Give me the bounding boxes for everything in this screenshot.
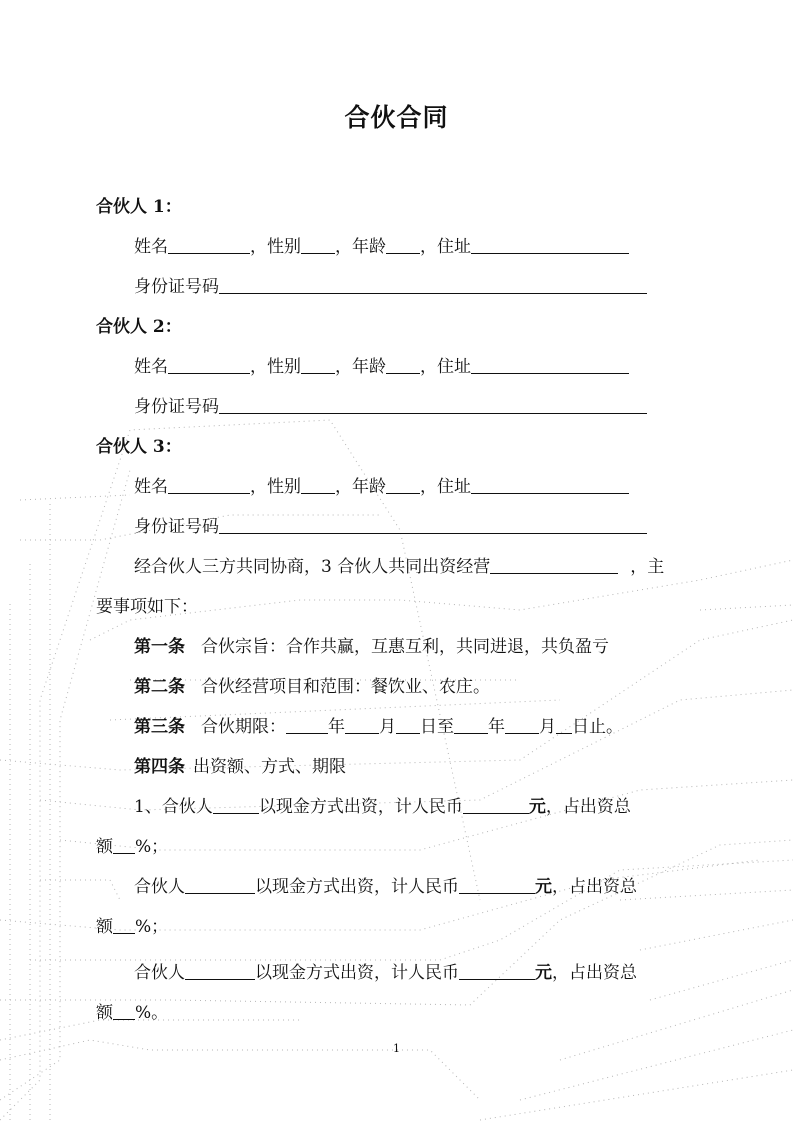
article-2-label: 第二条 <box>134 677 185 697</box>
contribution-2-line <box>134 876 637 898</box>
contribution-text: 以现金方式出资，计人民币 <box>258 797 463 817</box>
article-1 <box>134 636 609 658</box>
day-to-label: 日至 <box>420 717 454 737</box>
id-label: 身份证号码 <box>134 277 219 297</box>
business-blank <box>490 557 618 574</box>
age-label: ，年龄 <box>335 477 386 497</box>
id-blank <box>219 277 647 294</box>
percent-label: %。 <box>135 1003 169 1023</box>
document-title: 合伙合同 <box>344 103 449 132</box>
total-label: 额 <box>96 917 113 937</box>
address-blank <box>471 357 629 374</box>
contribution-3-line <box>134 962 637 984</box>
age-label: ，年龄 <box>335 237 386 257</box>
end-year-blank <box>454 717 488 734</box>
age-label: ，年龄 <box>335 357 386 377</box>
share-text: ，占出资总 <box>552 877 637 897</box>
address-blank <box>471 237 629 254</box>
address-blank <box>471 477 629 494</box>
month-label: 月 <box>379 717 396 737</box>
page-number: 1 <box>393 1042 400 1055</box>
currency-unit: 元 <box>528 797 546 817</box>
contribution-1-line <box>134 796 631 818</box>
end-month-blank <box>505 717 539 734</box>
percent-label: %； <box>135 917 169 937</box>
age-blank <box>386 237 420 254</box>
amount-blank <box>463 797 529 814</box>
age-blank <box>386 357 420 374</box>
total-label: 额 <box>96 1003 113 1023</box>
partner-2-heading: 合伙人 2： <box>96 317 182 337</box>
gender-blank <box>301 237 335 254</box>
id-blank <box>219 397 647 414</box>
month2-label: 月 <box>539 717 556 737</box>
end-day-blank <box>556 717 572 734</box>
contribution-text: 以现金方式出资，计人民币 <box>255 877 459 897</box>
partner-1-id-line <box>134 276 647 298</box>
gender-blank <box>301 477 335 494</box>
intro-line-2: 要事项如下： <box>96 597 198 617</box>
share-text: ，占出资总 <box>552 963 637 983</box>
article-4-label: 第四条 <box>134 757 185 777</box>
contribution-prefix: 1、合伙人 <box>134 797 213 817</box>
name-label: 姓名 <box>134 237 168 257</box>
contribution-2-percent <box>96 916 168 938</box>
article-2-text: 合伙经营项目和范围：餐饮业、农庄。 <box>201 677 490 697</box>
article-3-label: 第三条 <box>134 717 185 737</box>
article-1-label: 第一条 <box>134 637 185 657</box>
share-text: ，占出资总 <box>545 797 631 817</box>
gender-label: ，性别 <box>250 357 301 377</box>
address-label: ，住址 <box>420 477 471 497</box>
contribution-1-percent <box>96 836 168 858</box>
article-1-text: 合伙宗旨：合作共赢，互惠互利，共同进退，共负盈亏 <box>201 637 609 657</box>
intro-line-1 <box>134 556 664 578</box>
id-label: 身份证号码 <box>134 397 219 417</box>
intro-tail: ，主 <box>630 557 665 577</box>
partner-blank <box>185 877 255 894</box>
percent-blank <box>113 917 135 934</box>
article-3-text: 合伙期限： <box>201 717 286 737</box>
partner-1-info-line <box>134 236 629 258</box>
partner-3-id-line <box>134 516 647 538</box>
start-month-blank <box>345 717 379 734</box>
contribution-prefix: 合伙人 <box>134 877 185 897</box>
id-blank <box>219 517 647 534</box>
article-4 <box>134 756 346 778</box>
article-4-text: 出资额、方式、期限 <box>193 757 346 777</box>
year-label: 年 <box>328 717 345 737</box>
gender-blank <box>301 357 335 374</box>
partner-3-heading: 合伙人 3： <box>96 437 182 457</box>
currency-unit: 元 <box>535 877 552 897</box>
amount-blank <box>459 877 535 894</box>
partner-2-info-line <box>134 356 629 378</box>
partner-1-heading: 合伙人 1： <box>96 197 182 217</box>
percent-label: %； <box>135 837 169 857</box>
partner-2-id-line <box>134 396 647 418</box>
contribution-3-percent <box>96 1002 168 1024</box>
gender-label: ，性别 <box>250 237 301 257</box>
amount-blank <box>459 963 535 980</box>
start-day-blank <box>396 717 420 734</box>
percent-blank <box>113 837 135 854</box>
id-label: 身份证号码 <box>134 517 219 537</box>
age-blank <box>386 477 420 494</box>
year2-label: 年 <box>488 717 505 737</box>
currency-unit: 元 <box>535 963 552 983</box>
article-3 <box>134 716 623 738</box>
name-label: 姓名 <box>134 357 168 377</box>
name-label: 姓名 <box>134 477 168 497</box>
name-blank <box>168 237 250 254</box>
article-2 <box>134 676 490 698</box>
name-blank <box>168 357 250 374</box>
percent-blank <box>113 1003 135 1020</box>
partner-blank <box>185 963 255 980</box>
gender-label: ，性别 <box>250 477 301 497</box>
start-year-blank <box>286 717 328 734</box>
address-label: ，住址 <box>420 357 471 377</box>
intro-text: 经合伙人三方共同协商，3 合伙人共同出资经营 <box>134 557 491 577</box>
partner-3-info-line <box>134 476 629 498</box>
contribution-text: 以现金方式出资，计人民币 <box>255 963 459 983</box>
contribution-prefix: 合伙人 <box>134 963 185 983</box>
address-label: ，住址 <box>420 237 471 257</box>
name-blank <box>168 477 250 494</box>
total-label: 额 <box>96 837 113 857</box>
end-label: 日止。 <box>572 717 623 737</box>
partner-blank <box>213 797 259 814</box>
